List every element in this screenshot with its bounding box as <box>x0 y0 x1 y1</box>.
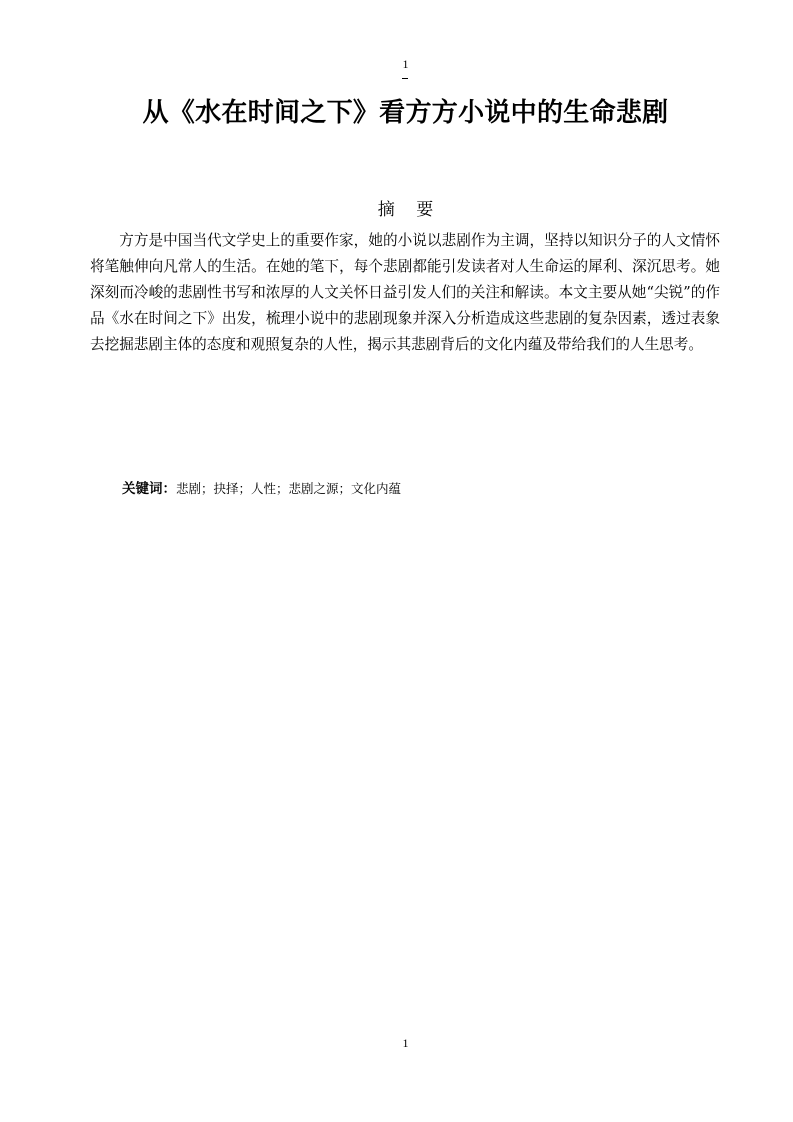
header-page-number-underline <box>402 78 408 79</box>
keywords-label: 关键词： <box>122 481 176 497</box>
keywords-value: 悲剧；抉择；人性；悲剧之源；文化内蕴 <box>176 481 402 496</box>
header-page-number: 1 <box>402 57 409 71</box>
abstract-body: 方方是中国当代文学史上的重要作家，她的小说以悲剧作为主调，坚持以知识分子的人文情怀将笔触伸向凡常人的生活。在她的笔下，每个悲剧都能引发读者对人生命运的犀利、深沉思考。她深刻而冷峻的悲剧性书写和浓厚的人文关怀日益引发人们的关注和解读。本文主要从她“尖锐”的作品《水在时间之下》出发，梳理小说中的悲剧现象并深入分析造成这些悲剧的复杂因素，透过表象去挖掘悲剧主体的态度和观照复杂的人性，揭示其悲剧背后的文化内蕴及带给我们的人生思考。 <box>90 232 720 353</box>
abstract-heading: 摘 要 <box>377 200 434 220</box>
document-title: 从《水在时间之下》看方方小说中的生命悲剧 <box>142 98 669 128</box>
footer-page-number: 1 <box>402 1036 409 1050</box>
keywords-line <box>122 479 401 500</box>
